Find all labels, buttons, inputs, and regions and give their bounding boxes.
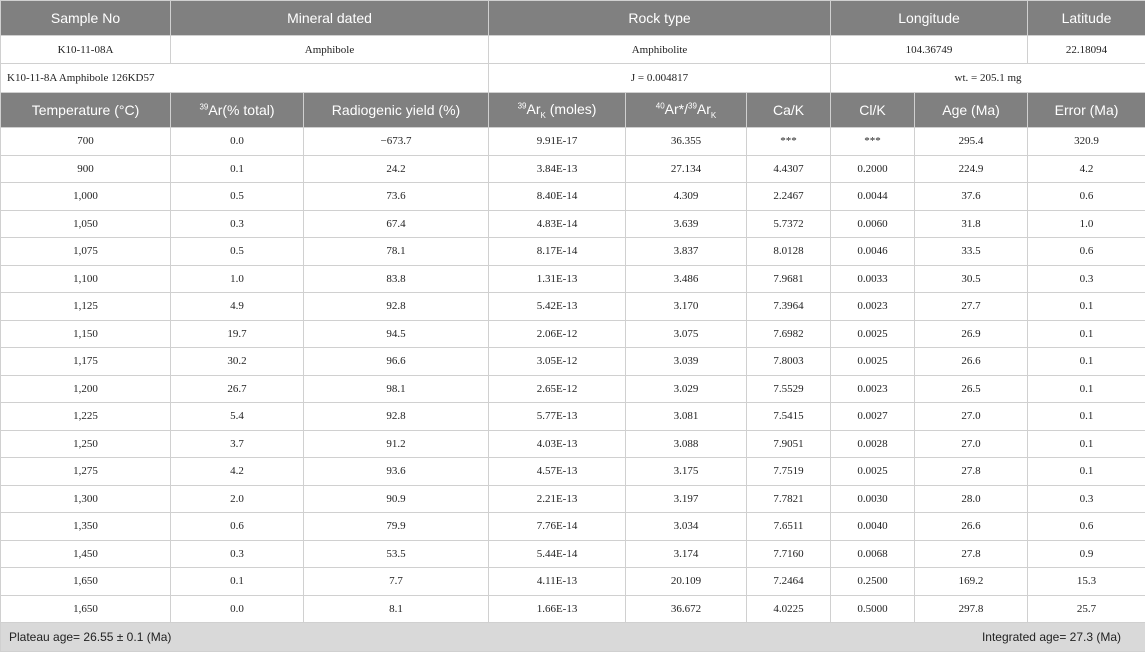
table-cell: 3.486 <box>626 265 747 293</box>
table-cell: 7.8003 <box>747 348 831 376</box>
col-temperature: Temperature (°C) <box>1 93 171 128</box>
table-row <box>1 458 1145 486</box>
table-cell: 26.5 <box>915 375 1028 403</box>
column-header-row <box>1 93 1145 128</box>
table-cell: 26.6 <box>915 348 1028 376</box>
table-cell: 900 <box>1 155 171 183</box>
table-cell: 2.21E-13 <box>489 485 626 513</box>
table-cell: 4.4307 <box>747 155 831 183</box>
table-cell: 0.5 <box>171 238 304 266</box>
table-cell: 1,100 <box>1 265 171 293</box>
table-cell: 3.170 <box>626 293 747 321</box>
latitude-value: 22.18094 <box>1028 36 1145 64</box>
table-cell: 1,650 <box>1 595 171 623</box>
table-cell: 3.175 <box>626 458 747 486</box>
table-cell: 4.11E-13 <box>489 568 626 596</box>
table-cell: 0.1 <box>1028 403 1145 431</box>
table-cell: 1,150 <box>1 320 171 348</box>
table-cell: 0.0033 <box>831 265 915 293</box>
table-cell: 0.2500 <box>831 568 915 596</box>
sample-detail-row <box>1 64 1145 93</box>
table-cell: 0.0025 <box>831 348 915 376</box>
table-cell: 0.9 <box>1028 540 1145 568</box>
table-cell: 0.0023 <box>831 293 915 321</box>
table-cell: 3.05E-12 <box>489 348 626 376</box>
table-cell: 7.9681 <box>747 265 831 293</box>
table-cell: 1,275 <box>1 458 171 486</box>
table-cell: 33.5 <box>915 238 1028 266</box>
table-cell: 320.9 <box>1028 128 1145 156</box>
table-cell: 3.029 <box>626 375 747 403</box>
table-cell: 4.57E-13 <box>489 458 626 486</box>
table-cell: 0.0060 <box>831 210 915 238</box>
table-cell: 28.0 <box>915 485 1028 513</box>
table-cell: 3.837 <box>626 238 747 266</box>
table-cell: 7.2464 <box>747 568 831 596</box>
table-cell: 1,175 <box>1 348 171 376</box>
table-cell: 1.0 <box>171 265 304 293</box>
table-cell: 3.7 <box>171 430 304 458</box>
table-cell: 3.639 <box>626 210 747 238</box>
table-cell: *** <box>747 128 831 156</box>
table-cell: 0.6 <box>171 513 304 541</box>
table-cell: 0.1 <box>1028 430 1145 458</box>
table-cell: 8.0128 <box>747 238 831 266</box>
table-cell: 25.7 <box>1028 595 1145 623</box>
table-cell: 0.3 <box>1028 265 1145 293</box>
table-cell: 4.9 <box>171 293 304 321</box>
table-cell: 0.1 <box>1028 458 1145 486</box>
table-cell: 0.0068 <box>831 540 915 568</box>
sample-id-value: K10-11-8A Amphibole 126KD57 <box>1 64 489 93</box>
table-cell: 0.6 <box>1028 238 1145 266</box>
sample-header-row <box>1 1 1145 36</box>
table-cell: 1,125 <box>1 293 171 321</box>
table-cell: 3.039 <box>626 348 747 376</box>
sample-info-row <box>1 36 1145 64</box>
table-cell: 0.5 <box>171 183 304 211</box>
table-cell: 0.0025 <box>831 320 915 348</box>
data-body <box>1 128 1145 623</box>
table-cell: 0.1 <box>171 155 304 183</box>
header-mineral-dated: Mineral dated <box>171 1 489 36</box>
table-cell: 1,450 <box>1 540 171 568</box>
table-cell: 3.088 <box>626 430 747 458</box>
table-cell: *** <box>831 128 915 156</box>
table-cell: 3.174 <box>626 540 747 568</box>
col-ca-k: Ca/K <box>747 93 831 128</box>
table-cell: 7.5529 <box>747 375 831 403</box>
table-cell: 2.2467 <box>747 183 831 211</box>
col-ar40-ar39-ratio: $^{40}Ar*/^{39}Ar_K$ <box>626 93 747 128</box>
table-cell: 78.1 <box>304 238 489 266</box>
table-cell: 0.1 <box>1028 375 1145 403</box>
table-cell: 1,225 <box>1 403 171 431</box>
table-row <box>1 348 1145 376</box>
table-cell: 98.1 <box>304 375 489 403</box>
table-cell: 0.1 <box>171 568 304 596</box>
table-cell: 2.0 <box>171 485 304 513</box>
table-cell: 83.8 <box>304 265 489 293</box>
table-cell: 7.76E-14 <box>489 513 626 541</box>
table-cell: 7.6982 <box>747 320 831 348</box>
table-cell: 4.2 <box>1028 155 1145 183</box>
table-cell: 0.0 <box>171 128 304 156</box>
table-cell: 1,300 <box>1 485 171 513</box>
header-rock-type: Rock type <box>489 1 831 36</box>
table-cell: 0.1 <box>1028 293 1145 321</box>
col-cl-k: Cl/K <box>831 93 915 128</box>
table-cell: 5.77E-13 <box>489 403 626 431</box>
col-ar39k-moles: $^{39}Ar_K$ (moles) <box>489 93 626 128</box>
table-cell: 27.8 <box>915 540 1028 568</box>
table-cell: 26.6 <box>915 513 1028 541</box>
table-row <box>1 513 1145 541</box>
table-cell: 0.2000 <box>831 155 915 183</box>
table-cell: 0.6 <box>1028 513 1145 541</box>
table-cell: 169.2 <box>915 568 1028 596</box>
table-row <box>1 210 1145 238</box>
rock-type-value: Amphibolite <box>489 36 831 64</box>
table-cell: 0.3 <box>171 540 304 568</box>
table-cell: 7.5415 <box>747 403 831 431</box>
table-cell: 0.0 <box>171 595 304 623</box>
table-cell: 0.0046 <box>831 238 915 266</box>
table-cell: 0.6 <box>1028 183 1145 211</box>
table-row <box>1 293 1145 321</box>
table-cell: 30.2 <box>171 348 304 376</box>
table-cell: 1,200 <box>1 375 171 403</box>
table-cell: 53.5 <box>304 540 489 568</box>
table-row <box>1 155 1145 183</box>
table-cell: 0.1 <box>1028 348 1145 376</box>
table-cell: 2.06E-12 <box>489 320 626 348</box>
footer-row <box>1 623 1145 652</box>
table-row <box>1 183 1145 211</box>
table-cell: 5.44E-14 <box>489 540 626 568</box>
table-cell: 91.2 <box>304 430 489 458</box>
table-cell: 96.6 <box>304 348 489 376</box>
table-cell: 93.6 <box>304 458 489 486</box>
table-cell: 27.0 <box>915 403 1028 431</box>
table-cell: 0.5000 <box>831 595 915 623</box>
table-cell: 20.109 <box>626 568 747 596</box>
col-age: Age (Ma) <box>915 93 1028 128</box>
table-row <box>1 430 1145 458</box>
table-cell: 3.075 <box>626 320 747 348</box>
table-cell: 8.40E-14 <box>489 183 626 211</box>
table-cell: 1.66E-13 <box>489 595 626 623</box>
table-row <box>1 238 1145 266</box>
table-row <box>1 128 1145 156</box>
table-cell: −673.7 <box>304 128 489 156</box>
table-cell: 3.84E-13 <box>489 155 626 183</box>
table-cell: 1.31E-13 <box>489 265 626 293</box>
table-cell: 0.0044 <box>831 183 915 211</box>
sample-no-value: K10-11-08A <box>1 36 171 64</box>
table-cell: 7.7519 <box>747 458 831 486</box>
table-cell: 79.9 <box>304 513 489 541</box>
table-cell: 5.4 <box>171 403 304 431</box>
table-cell: 1,050 <box>1 210 171 238</box>
table-cell: 27.0 <box>915 430 1028 458</box>
table-cell: 0.3 <box>171 210 304 238</box>
mineral-value: Amphibole <box>171 36 489 64</box>
table-cell: 2.65E-12 <box>489 375 626 403</box>
table-cell: 27.8 <box>915 458 1028 486</box>
table-cell: 700 <box>1 128 171 156</box>
table-cell: 36.355 <box>626 128 747 156</box>
table-cell: 7.9051 <box>747 430 831 458</box>
longitude-value: 104.36749 <box>831 36 1028 64</box>
table-cell: 1.0 <box>1028 210 1145 238</box>
table-cell: 1,650 <box>1 568 171 596</box>
j-value: J = 0.004817 <box>489 64 831 93</box>
table-cell: 0.0027 <box>831 403 915 431</box>
table-cell: 31.8 <box>915 210 1028 238</box>
table-row <box>1 320 1145 348</box>
table-cell: 5.7372 <box>747 210 831 238</box>
table-cell: 30.5 <box>915 265 1028 293</box>
table-cell: 27.134 <box>626 155 747 183</box>
table-cell: 4.2 <box>171 458 304 486</box>
table-row <box>1 403 1145 431</box>
col-ar39-total: $^{39}$Ar(% total) <box>171 93 304 128</box>
plateau-age: Plateau age= 26.55 ± 0.1 (Ma) <box>9 630 172 644</box>
table-cell: 37.6 <box>915 183 1028 211</box>
table-cell: 1,000 <box>1 183 171 211</box>
col-radiogenic-yield: Radiogenic yield (%) <box>304 93 489 128</box>
table-cell: 90.9 <box>304 485 489 513</box>
table-cell: 4.309 <box>626 183 747 211</box>
table-cell: 92.8 <box>304 403 489 431</box>
table-row <box>1 595 1145 623</box>
table-cell: 7.3964 <box>747 293 831 321</box>
table-cell: 224.9 <box>915 155 1028 183</box>
table-cell: 0.3 <box>1028 485 1145 513</box>
header-sample-no: Sample No <box>1 1 171 36</box>
table-cell: 15.3 <box>1028 568 1145 596</box>
header-latitude: Latitude <box>1028 1 1145 36</box>
footer-cell <box>1 623 1145 652</box>
table-cell: 0.0028 <box>831 430 915 458</box>
weight-value: wt. = 205.1 mg <box>831 64 1145 93</box>
table-cell: 0.0025 <box>831 458 915 486</box>
table-cell: 4.03E-13 <box>489 430 626 458</box>
table-cell: 1,075 <box>1 238 171 266</box>
table-cell: 0.0030 <box>831 485 915 513</box>
table-cell: 0.1 <box>1028 320 1145 348</box>
table-cell: 3.081 <box>626 403 747 431</box>
table-row <box>1 568 1145 596</box>
table-cell: 8.1 <box>304 595 489 623</box>
table-row <box>1 485 1145 513</box>
table-cell: 3.034 <box>626 513 747 541</box>
table-cell: 92.8 <box>304 293 489 321</box>
table-cell: 26.7 <box>171 375 304 403</box>
table-cell: 4.83E-14 <box>489 210 626 238</box>
table-cell: 3.197 <box>626 485 747 513</box>
table-cell: 7.6511 <box>747 513 831 541</box>
table-cell: 0.0023 <box>831 375 915 403</box>
table-cell: 9.91E-17 <box>489 128 626 156</box>
table-cell: 27.7 <box>915 293 1028 321</box>
table-cell: 1,350 <box>1 513 171 541</box>
table-cell: 7.7821 <box>747 485 831 513</box>
table-cell: 94.5 <box>304 320 489 348</box>
table-cell: 19.7 <box>171 320 304 348</box>
table-row <box>1 375 1145 403</box>
table-cell: 26.9 <box>915 320 1028 348</box>
table-cell: 0.0040 <box>831 513 915 541</box>
col-error: Error (Ma) <box>1028 93 1145 128</box>
table-cell: 67.4 <box>304 210 489 238</box>
table-cell: 5.42E-13 <box>489 293 626 321</box>
table-row <box>1 540 1145 568</box>
table-cell: 36.672 <box>626 595 747 623</box>
table-cell: 7.7160 <box>747 540 831 568</box>
header-longitude: Longitude <box>831 1 1028 36</box>
table-cell: 1,250 <box>1 430 171 458</box>
table-cell: 73.6 <box>304 183 489 211</box>
table-cell: 7.7 <box>304 568 489 596</box>
table-cell: 8.17E-14 <box>489 238 626 266</box>
table-cell: 295.4 <box>915 128 1028 156</box>
table-cell: 24.2 <box>304 155 489 183</box>
table-cell: 297.8 <box>915 595 1028 623</box>
integrated-age: Integrated age= 27.3 (Ma) <box>981 630 1122 644</box>
table-cell: 4.0225 <box>747 595 831 623</box>
table-row <box>1 265 1145 293</box>
